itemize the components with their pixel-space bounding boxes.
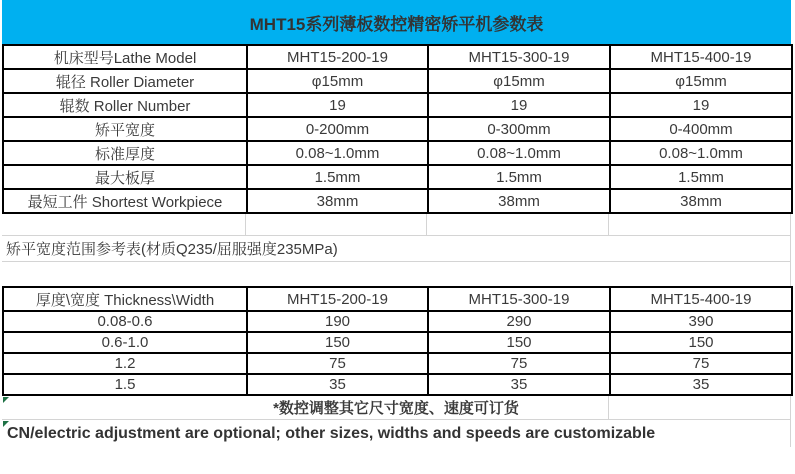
width-cell[interactable]: 290 [428,311,610,332]
spec-cell[interactable]: 0-400mm [610,117,792,141]
width-cell[interactable]: 75 [247,353,428,374]
width-cell[interactable]: 35 [247,374,428,395]
width-row-label[interactable]: 1.5 [3,374,247,395]
width-row-label[interactable]: 0.08-0.6 [3,311,247,332]
table-row [3,311,792,332]
table-row [3,93,792,117]
width-cell[interactable]: 35 [610,374,792,395]
width-cell[interactable]: 190 [247,311,428,332]
spec-cell[interactable]: 19 [428,93,610,117]
error-flag-icon [3,421,9,427]
spec-cell[interactable]: 0.08~1.0mm [247,141,428,165]
empty-cell[interactable] [246,214,427,235]
width-cell[interactable]: 150 [610,332,792,353]
width-table [2,286,793,396]
reference-note-text: 矫平宽度范围参考表(材质Q235/屈服强度235MPa) [6,241,338,258]
spec-cell[interactable]: 0.08~1.0mm [428,141,610,165]
spec-cell[interactable]: MHT15-400-19 [610,45,792,69]
spec-row-label[interactable]: 辊数 Roller Number [3,93,247,117]
empty-cell[interactable] [427,214,609,235]
width-header-cell[interactable]: MHT15-300-19 [428,287,610,311]
table-row [3,353,792,374]
spec-cell[interactable]: φ15mm [247,69,428,93]
empty-cell[interactable] [2,214,246,235]
spec-row-label[interactable]: 最大板厚 [3,165,247,189]
en-footnote-row[interactable] [2,420,791,447]
table-row [3,374,792,395]
spec-cell[interactable]: 38mm [247,189,428,213]
width-cell[interactable]: 150 [428,332,610,353]
table-row [3,69,792,93]
width-cell[interactable]: 35 [428,374,610,395]
table-row [3,189,792,213]
table-row [3,165,792,189]
table-row [3,45,792,69]
empty-grid-row [2,214,791,236]
table-row [3,141,792,165]
sheet-title: MHT15系列薄板数控精密矫平机参数表 [249,14,544,34]
sheet-title-bar[interactable] [2,0,791,44]
spec-cell[interactable]: 19 [610,93,792,117]
width-header-cell[interactable]: MHT15-200-19 [247,287,428,311]
spec-cell[interactable]: MHT15-300-19 [428,45,610,69]
spec-cell[interactable]: 38mm [610,189,792,213]
spec-cell[interactable]: 19 [247,93,428,117]
spec-row-label[interactable]: 标准厚度 [3,141,247,165]
width-header-label[interactable]: 厚度\宽度 Thickness\Width [3,287,247,311]
width-cell[interactable]: 390 [610,311,792,332]
spec-cell[interactable]: 0-300mm [428,117,610,141]
spec-cell[interactable]: 0.08~1.0mm [610,141,792,165]
spec-table [2,44,793,214]
spec-row-label[interactable]: 最短工件 Shortest Workpiece [3,189,247,213]
spec-cell[interactable]: 0-200mm [247,117,428,141]
spec-cell[interactable]: 1.5mm [428,165,610,189]
spec-cell[interactable]: φ15mm [428,69,610,93]
spec-row-label[interactable]: 机床型号Lathe Model [3,45,247,69]
table-row [3,117,792,141]
table-row [3,332,792,353]
width-row-label[interactable]: 0.6-1.0 [3,332,247,353]
width-cell[interactable]: 75 [610,353,792,374]
spec-cell[interactable]: 38mm [428,189,610,213]
empty-grid-row[interactable] [2,262,791,286]
spec-row-label[interactable]: 矫平宽度 [3,117,247,141]
spec-cell[interactable]: MHT15-200-19 [247,45,428,69]
spec-row-label[interactable]: 辊径 Roller Diameter [3,69,247,93]
spec-cell[interactable]: 1.5mm [247,165,428,189]
empty-cell[interactable] [609,214,791,235]
spec-cell[interactable]: φ15mm [610,69,792,93]
reference-note-row[interactable] [2,236,791,262]
cn-footnote-row[interactable] [2,396,791,420]
width-row-label[interactable]: 1.2 [3,353,247,374]
en-footnote-text: CN/electric adjustment are optional; other sizes, widths and speeds are customizable [7,424,656,442]
parameter-sheet [2,0,791,447]
width-header-cell[interactable]: MHT15-400-19 [610,287,792,311]
table-row [3,287,792,311]
cn-footnote-text: *数控调整其它尺寸宽度、速度可订货 [273,400,519,417]
width-cell[interactable]: 75 [428,353,610,374]
spec-cell[interactable]: 1.5mm [610,165,792,189]
width-cell[interactable]: 150 [247,332,428,353]
